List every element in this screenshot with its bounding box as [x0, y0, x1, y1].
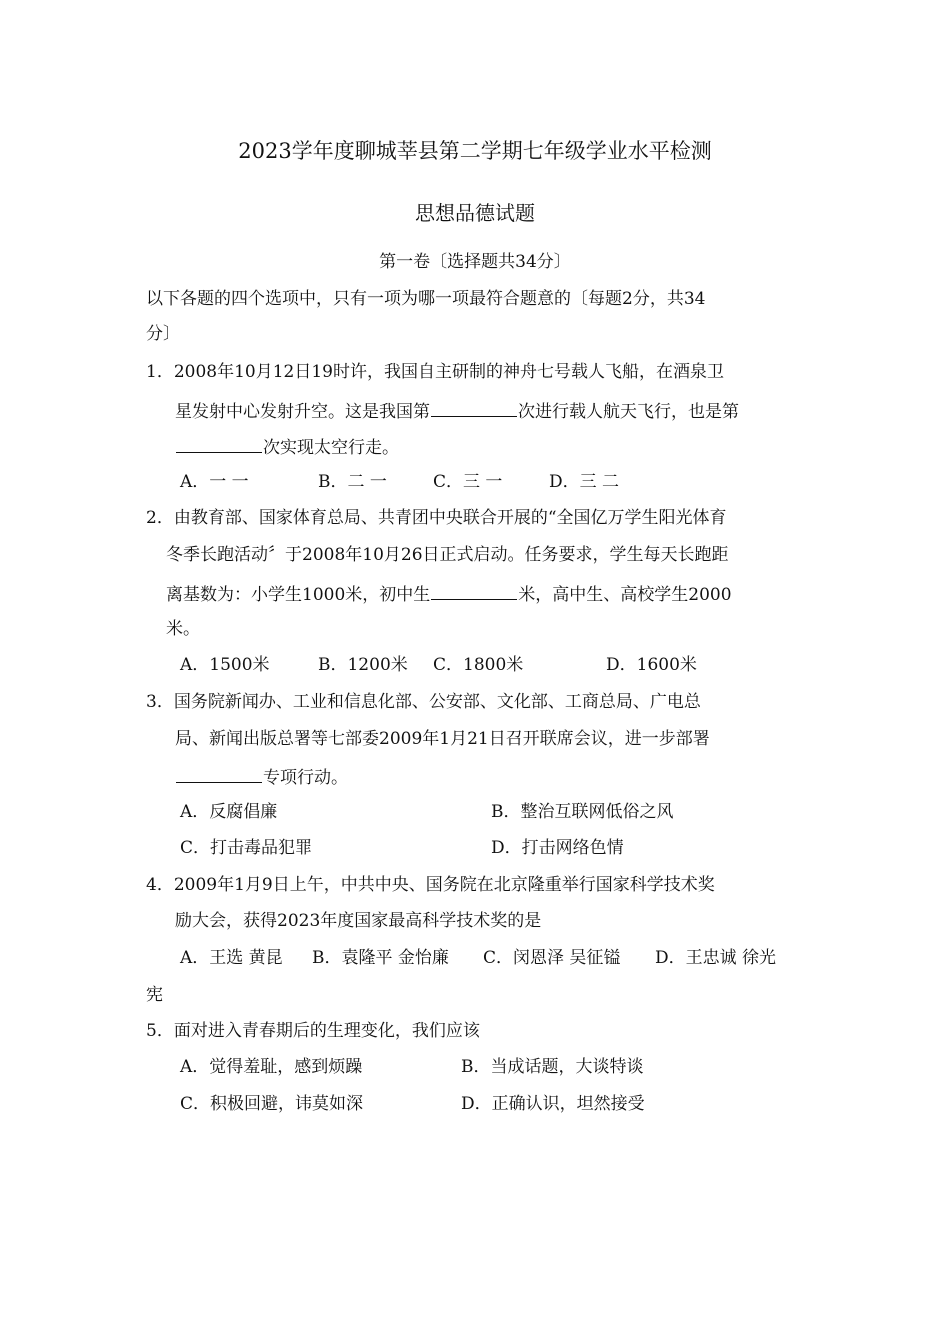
option-d: D．1600米	[606, 655, 697, 675]
option-b: B．1200米	[318, 655, 408, 675]
question-text	[175, 767, 348, 787]
option-d: D．三 二	[549, 472, 620, 492]
option-a: A．王选 黄昆	[180, 948, 283, 968]
option-c: C．积极回避，讳莫如深	[180, 1094, 364, 1114]
question-text	[166, 584, 732, 604]
option-b: B．二 一	[318, 472, 387, 492]
question-text: 励大会，获得2023年度国家最高科学技术奖的是	[175, 911, 542, 931]
option-b: B．当成话题，大谈特谈	[461, 1057, 644, 1077]
option-d-wrap: 宪	[146, 985, 163, 1005]
question-text	[175, 437, 399, 457]
option-b: B．整治互联网低俗之风	[491, 802, 674, 822]
question-text-part: 米，高中生、高校学生2000	[518, 585, 732, 605]
option-a: A．觉得羞耻，感到烦躁	[180, 1057, 363, 1077]
option-c: C．闵恩泽 吴征镒	[483, 948, 621, 968]
question-text: 3．国务院新闻办、工业和信息化部、公安部、文化部、工商总局、广电总	[146, 692, 701, 712]
option-d: D．正确认识，坦然接受	[461, 1094, 645, 1114]
option-a: A．一 一	[180, 472, 249, 492]
subject-title: 思想品德试题	[415, 201, 535, 225]
question-text	[175, 401, 739, 421]
exam-title: 2023学年度聊城莘县第二学期七年级学业水平检测	[238, 139, 712, 163]
instruction-text: 以下各题的四个选项中，只有一项为哪一项最符合题意的〔每题2分，共34	[146, 289, 706, 309]
answer-blank	[176, 767, 262, 783]
section-heading: 第一卷〔选择题共34分〕	[379, 252, 571, 272]
question-text-part: 次进行载人航天飞行，也是第	[518, 402, 739, 422]
option-c: C．打击毒品犯罪	[180, 838, 313, 858]
answer-blank	[431, 401, 517, 417]
option-c: C．三 一	[433, 472, 503, 492]
option-d: D．打击网络色情	[491, 838, 624, 858]
answer-blank	[431, 584, 517, 600]
instruction-text-cont: 分〕	[146, 324, 180, 344]
option-c: C．1800米	[433, 655, 524, 675]
question-text: 2．由教育部、国家体育总局、共青团中央联合开展的“全国亿万学生阳光体育	[146, 508, 727, 528]
answer-blank	[176, 437, 262, 453]
question-text: 局、新闻出版总署等七部委2009年1月21日召开联席会议，进一步部署	[175, 729, 710, 749]
option-a: A．1500米	[180, 655, 270, 675]
question-text: 4．2009年1月9日上午，中共中央、国务院在北京隆重举行国家科学技术奖	[146, 875, 715, 895]
option-d: D．王忠诚 徐光	[655, 948, 777, 968]
question-text-part: 离基数为：小学生1000米，初中生	[166, 585, 431, 605]
question-text-part: 次实现太空行走。	[263, 438, 399, 458]
question-text: 冬季长跑活动〞于2008年10月26日正式启动。任务要求，学生每天长跑距	[166, 545, 729, 565]
question-text-part: 星发射中心发射升空。这是我国第	[175, 402, 430, 422]
question-text: 5．面对进入青春期后的生理变化，我们应该	[146, 1021, 480, 1041]
question-text: 1．2008年10月12日19时许，我国自主研制的神舟七号载人飞船，在酒泉卫	[146, 362, 724, 382]
option-a: A．反腐倡廉	[180, 802, 278, 822]
question-text-part: 专项行动。	[263, 768, 348, 788]
question-text: 米。	[166, 619, 200, 639]
option-b: B．袁隆平 金怡廉	[312, 948, 449, 968]
